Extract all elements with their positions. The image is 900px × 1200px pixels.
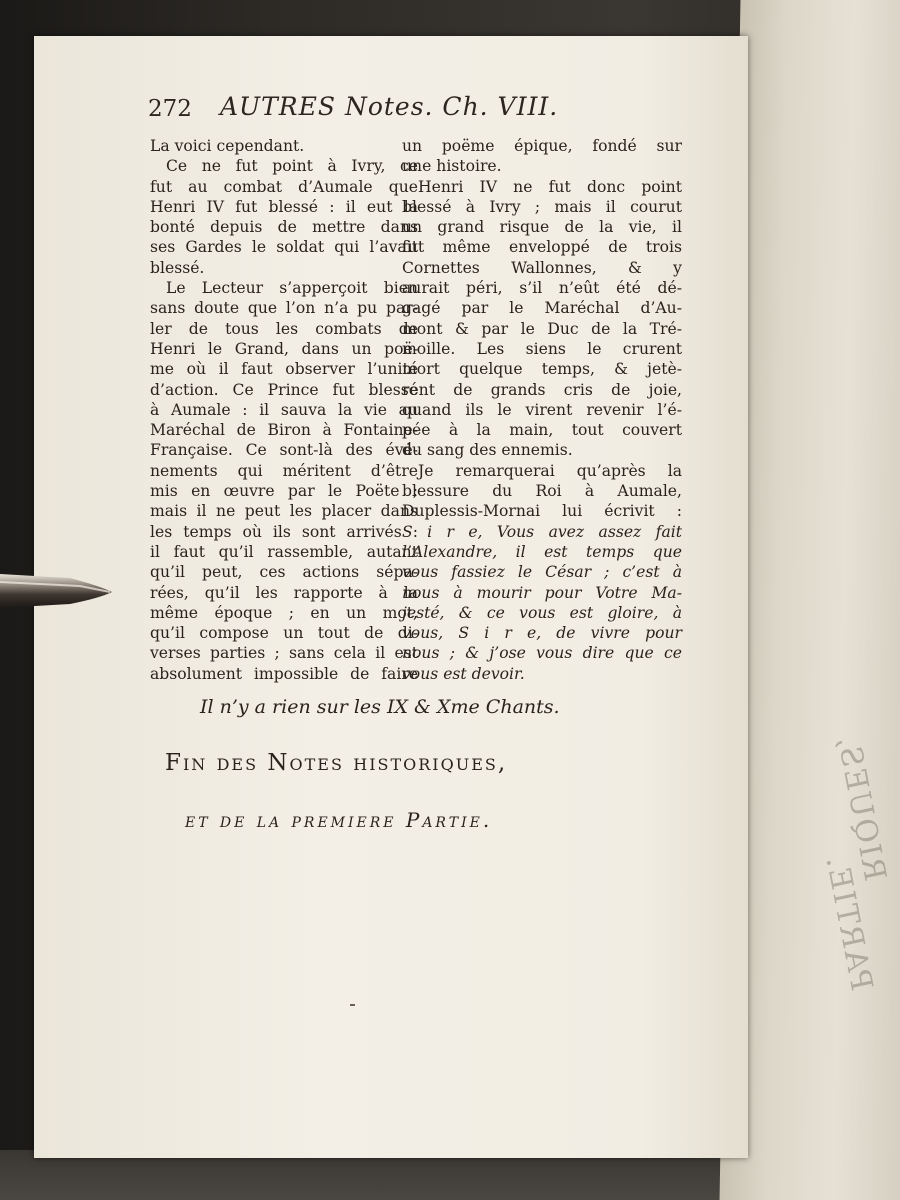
left-column-line: mais il ne peut les placer dans — [150, 502, 418, 521]
right-column-line: nous à mourir pour Votre Ma- — [402, 583, 682, 602]
left-column-line: d’action. Ce Prince fut blessé — [150, 380, 418, 399]
left-column-line: bonté depuis de mettre dans — [150, 218, 418, 237]
right-column-line: nous ; & j’ose vous dire que ce — [402, 644, 682, 663]
page-number: 272 — [148, 96, 192, 122]
right-column-line: pée à la main, tout couvert — [402, 421, 682, 440]
fin-title: Fin des Notes historiques, — [165, 750, 508, 776]
right-column-line: mont & par le Duc de la Tré- — [402, 319, 682, 338]
left-column-line: ses Gardes le soldat qui l’avait — [150, 238, 418, 257]
right-column-line: vous fassiez le César ; c’est à — [402, 563, 682, 582]
left-text-column — [150, 136, 418, 684]
right-column-line: S i r e, Vous avez assez fait — [402, 522, 682, 541]
left-column-line: sans doute que l’on n’a pu par- — [150, 299, 418, 318]
right-column-line: mort quelque temps, & jetè- — [402, 360, 682, 379]
left-column-line: ler de tous les combats de — [150, 319, 418, 338]
left-column-line: Le Lecteur s’apperçoit bien — [166, 279, 418, 298]
right-column-line: gagé par le Maréchal d’Au- — [402, 299, 682, 318]
right-column-line: un grand risque de la vie, il — [402, 218, 682, 237]
right-column-line: fut même enveloppé de trois — [402, 238, 682, 257]
right-column-line: une histoire. — [402, 157, 502, 176]
left-column-line: Maréchal de Biron à Fontaine- — [150, 421, 418, 440]
fin-subtitle: et de la premiere Partie. — [185, 808, 493, 832]
right-column-line: Cornettes Wallonnes, & y — [402, 258, 682, 277]
right-column-line: Duplessis-Mornai lui écrivit : — [402, 502, 682, 521]
right-column-line: l’Alexandre, il est temps que — [402, 542, 682, 561]
left-column-line: blessé. — [150, 258, 205, 277]
page-header — [148, 92, 628, 126]
left-column-line: Henri le Grand, dans un poë- — [150, 339, 418, 358]
left-column-line: absolument impossible de faire — [150, 664, 418, 683]
left-column-line: La voici cependant. — [150, 137, 305, 155]
pen-tip-pointer — [0, 568, 114, 614]
right-column-line: vous, S i r e, de vivre pour — [402, 624, 682, 643]
right-column-line: quand ils le virent revenir l’é- — [402, 400, 682, 419]
left-column-line: qu’il compose un tout de di- — [150, 624, 418, 643]
right-column-line: moille. Les siens le crurent — [402, 339, 682, 358]
left-column-line: fut au combat d’Aumale que — [150, 177, 418, 196]
left-column-line: même époque ; en un mot, — [150, 603, 418, 622]
right-column-line: blessure du Roi à Aumale, — [402, 482, 682, 501]
left-column-line: les temps où ils sont arrivés : — [150, 522, 418, 541]
left-column-line: rées, qu’il les rapporte à la — [150, 583, 418, 602]
right-column-line: vous est devoir. — [402, 664, 525, 683]
left-column-line: Française. Ce sont-là des évé- — [150, 441, 418, 460]
right-column-line: aurait péri, s’il n’eût été dé- — [402, 279, 682, 298]
right-column-line: blessé à Ivry ; mais il courut — [402, 197, 682, 216]
left-column-line: nements qui méritent d’être — [150, 461, 418, 480]
left-column-line: Ce ne fut point à Ivry, ce — [166, 157, 418, 176]
running-head: AUTRES Notes. Ch. VIII. — [220, 92, 559, 121]
right-column-line: Henri IV ne fut donc point — [418, 177, 682, 196]
right-column-line: Je remarquerai qu’après la — [418, 461, 682, 480]
left-column-line: verses parties ; sans cela il est — [150, 644, 418, 663]
facing-page-bleed-1: RIQUES, — [829, 730, 893, 885]
facing-page-bleed-2: PARTIE. — [818, 851, 879, 994]
right-column-line: un poëme épique, fondé sur — [402, 137, 682, 155]
right-column-line: du sang des ennemis. — [402, 441, 573, 460]
right-text-column — [402, 136, 682, 684]
left-column-line: Henri IV fut blessé : il eut la — [150, 197, 418, 216]
closing-note: Il n’y a rien sur les IX & Xme Chants. — [200, 696, 560, 718]
right-column-line: jesté, & ce vous est gloire, à — [402, 603, 682, 622]
left-column-line: qu’il peut, ces actions sépa- — [150, 563, 418, 582]
left-column-line: me où il faut observer l’unité — [150, 360, 418, 379]
right-column-line: rent de grands cris de joie, — [402, 380, 682, 399]
page-mark — [350, 1004, 355, 1006]
left-column-line: il faut qu’il rassemble, autant — [150, 542, 418, 561]
left-column-line: à Aumale : il sauva la vie au — [150, 400, 418, 419]
left-column-line: mis en œuvre par le Poëte ; — [150, 482, 418, 501]
